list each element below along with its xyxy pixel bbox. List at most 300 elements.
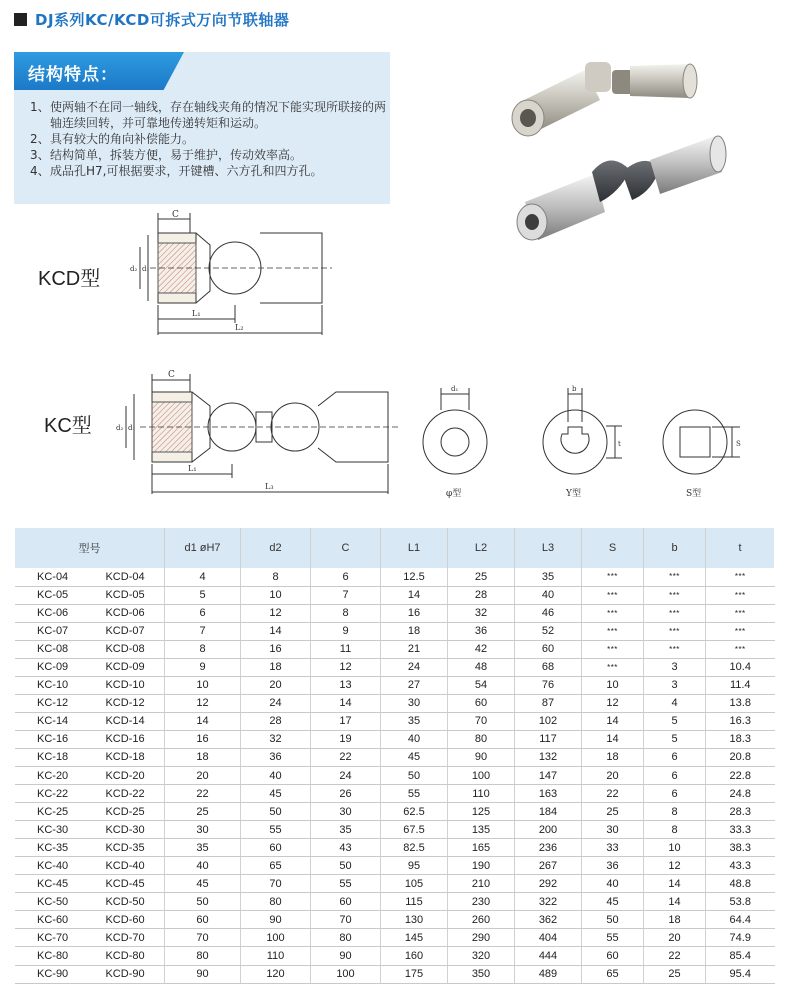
cell-l3: 184 xyxy=(515,803,582,821)
cell-kcd-model: KCD-40 xyxy=(85,857,164,875)
kcd-drawing xyxy=(110,205,340,345)
dim-l1-label: L₁ xyxy=(188,464,197,473)
cell-s: 60 xyxy=(582,947,644,965)
cell-kcd-model: KCD-14 xyxy=(85,712,164,730)
cell-l2: 260 xyxy=(448,911,515,929)
cell-c: 22 xyxy=(311,748,381,766)
cell-l1: 21 xyxy=(381,640,448,658)
cell-kcd-model: KCD-70 xyxy=(85,929,164,947)
feature-number: 3、 xyxy=(30,148,50,162)
table-row xyxy=(15,767,775,785)
cell-t: 43.3 xyxy=(706,857,775,875)
cell-kcd-model: KCD-16 xyxy=(85,730,164,748)
cell-d2: 90 xyxy=(241,911,311,929)
cell-l1: 67.5 xyxy=(381,821,448,839)
cell-l1: 45 xyxy=(381,748,448,766)
cell-t: 10.4 xyxy=(706,658,775,676)
cell-kcd-model: KCD-35 xyxy=(85,839,164,857)
cell-t: 16.3 xyxy=(706,712,775,730)
cell-kcd-model: KCD-07 xyxy=(85,622,164,640)
s-type-label: S型 xyxy=(686,489,702,499)
cell-c: 100 xyxy=(311,965,381,983)
cell-d1: 10 xyxy=(165,676,241,694)
cell-kcd-model: KCD-60 xyxy=(85,911,164,929)
cell-l1: 160 xyxy=(381,947,448,965)
cell-d1: 18 xyxy=(165,748,241,766)
cell-l3: 163 xyxy=(515,785,582,803)
cell-l2: 36 xyxy=(448,622,515,640)
cell-b: *** xyxy=(644,622,706,640)
cell-t: 24.8 xyxy=(706,785,775,803)
cell-c: 14 xyxy=(311,694,381,712)
cell-d1: 25 xyxy=(165,803,241,821)
cell-s: 40 xyxy=(582,875,644,893)
cell-l1: 55 xyxy=(381,785,448,803)
cell-l3: 147 xyxy=(515,767,582,785)
cell-l2: 80 xyxy=(448,730,515,748)
cell-s: 14 xyxy=(582,730,644,748)
feature-number: 1、 xyxy=(30,100,50,114)
cell-d1: 5 xyxy=(165,586,241,604)
cell-d1: 45 xyxy=(165,875,241,893)
cell-l2: 125 xyxy=(448,803,515,821)
cell-b: 18 xyxy=(644,911,706,929)
cell-d1: 12 xyxy=(165,694,241,712)
cell-kcd-model: KCD-10 xyxy=(85,676,164,694)
table-row xyxy=(15,712,775,730)
col-header-d1: d1 øH7 xyxy=(165,528,241,568)
feature-text: 使两轴不在同一轴线，存在轴线夹角的情况下能实现所联接的两轴连续回转，并可靠地传递转矩和运动。 xyxy=(50,100,387,130)
cell-d2: 80 xyxy=(241,893,311,911)
cell-b: 6 xyxy=(644,748,706,766)
cell-l3: 132 xyxy=(515,748,582,766)
cell-l1: 130 xyxy=(381,911,448,929)
feature-item xyxy=(30,99,386,131)
cell-d1: 7 xyxy=(165,622,241,640)
cell-l3: 68 xyxy=(515,658,582,676)
cell-kc-model: KC-08 xyxy=(15,640,85,658)
cell-l2: 32 xyxy=(448,604,515,622)
cell-l3: 236 xyxy=(515,839,582,857)
cell-l1: 50 xyxy=(381,767,448,785)
cell-b: 14 xyxy=(644,893,706,911)
cell-b: 10 xyxy=(644,839,706,857)
cell-c: 43 xyxy=(311,839,381,857)
table-row xyxy=(15,947,775,965)
cell-l3: 404 xyxy=(515,929,582,947)
cell-b: 8 xyxy=(644,803,706,821)
table-row xyxy=(15,730,775,748)
cell-kc-model: KC-16 xyxy=(15,730,85,748)
cell-b: *** xyxy=(644,568,706,586)
table-row xyxy=(15,929,775,947)
cell-kc-model: KC-45 xyxy=(15,875,85,893)
dim-c-label: C xyxy=(172,210,179,220)
kcd-type-label: KCD型 xyxy=(38,268,101,290)
features-list xyxy=(30,99,386,179)
cell-s: 50 xyxy=(582,911,644,929)
cell-c: 55 xyxy=(311,875,381,893)
cell-d2: 65 xyxy=(241,857,311,875)
cell-kcd-model: KCD-18 xyxy=(85,748,164,766)
cell-d1: 4 xyxy=(165,568,241,586)
cell-l2: 60 xyxy=(448,694,515,712)
cell-kcd-model: KCD-04 xyxy=(85,568,164,586)
cell-d2: 60 xyxy=(241,839,311,857)
cell-s: *** xyxy=(582,640,644,658)
cell-kcd-model: KCD-06 xyxy=(85,604,164,622)
feature-text: 具有较大的角向补偿能力。 xyxy=(50,132,195,146)
cell-l3: 117 xyxy=(515,730,582,748)
kc-type-label: KC型 xyxy=(44,415,92,437)
table-row xyxy=(15,748,775,766)
cell-kc-model: KC-40 xyxy=(15,857,85,875)
table-body xyxy=(15,568,775,983)
cell-b: 12 xyxy=(644,857,706,875)
cell-d2: 10 xyxy=(241,586,311,604)
cell-kc-model: KC-05 xyxy=(15,586,85,604)
dim-s-label: S xyxy=(736,440,741,448)
single-joint-photo xyxy=(512,62,697,136)
double-joint-photo xyxy=(517,136,726,240)
col-header-l2: L2 xyxy=(448,528,515,568)
table-row xyxy=(15,694,775,712)
cell-kcd-model: KCD-09 xyxy=(85,658,164,676)
cell-d1: 8 xyxy=(165,640,241,658)
cell-b: *** xyxy=(644,640,706,658)
cell-kc-model: KC-10 xyxy=(15,676,85,694)
cell-d2: 32 xyxy=(241,730,311,748)
cell-kcd-model: KCD-12 xyxy=(85,694,164,712)
title-bullet-icon xyxy=(14,13,27,26)
cell-l1: 175 xyxy=(381,965,448,983)
cell-s: 55 xyxy=(582,929,644,947)
table-row xyxy=(15,640,775,658)
col-header-l1: L1 xyxy=(381,528,448,568)
cell-l3: 40 xyxy=(515,586,582,604)
cell-kc-model: KC-09 xyxy=(15,658,85,676)
cell-l2: 42 xyxy=(448,640,515,658)
feature-item xyxy=(30,147,386,163)
cell-d1: 35 xyxy=(165,839,241,857)
col-header-c: C xyxy=(311,528,381,568)
cell-l2: 190 xyxy=(448,857,515,875)
dim-l3-label: L₃ xyxy=(265,482,274,491)
cell-l3: 60 xyxy=(515,640,582,658)
bore-types-drawing xyxy=(410,380,750,505)
cell-kc-model: KC-80 xyxy=(15,947,85,965)
cell-l3: 46 xyxy=(515,604,582,622)
cell-c: 26 xyxy=(311,785,381,803)
cell-kc-model: KC-06 xyxy=(15,604,85,622)
cell-d1: 9 xyxy=(165,658,241,676)
table-row xyxy=(15,893,775,911)
cell-t: 20.8 xyxy=(706,748,775,766)
cell-l1: 30 xyxy=(381,694,448,712)
cell-b: *** xyxy=(644,604,706,622)
table-row xyxy=(15,676,775,694)
table-row xyxy=(15,803,775,821)
cell-l1: 105 xyxy=(381,875,448,893)
cell-t: *** xyxy=(706,586,775,604)
dim-d2-label: d₂ xyxy=(130,265,138,273)
cell-d2: 20 xyxy=(241,676,311,694)
cell-kcd-model: KCD-08 xyxy=(85,640,164,658)
cell-l1: 24 xyxy=(381,658,448,676)
table-row xyxy=(15,622,775,640)
cell-b: *** xyxy=(644,586,706,604)
cell-b: 3 xyxy=(644,676,706,694)
cell-l2: 28 xyxy=(448,586,515,604)
cell-c: 30 xyxy=(311,803,381,821)
cell-b: 5 xyxy=(644,730,706,748)
dim-d1-label: d₁ xyxy=(451,385,459,393)
cell-c: 8 xyxy=(311,604,381,622)
cell-l3: 76 xyxy=(515,676,582,694)
cell-c: 7 xyxy=(311,586,381,604)
cell-d2: 24 xyxy=(241,694,311,712)
cell-l1: 12.5 xyxy=(381,568,448,586)
cell-b: 22 xyxy=(644,947,706,965)
col-header-d2: d2 xyxy=(241,528,311,568)
cell-s: 65 xyxy=(582,965,644,983)
cell-l2: 320 xyxy=(448,947,515,965)
cell-b: 4 xyxy=(644,694,706,712)
cell-kc-model: KC-50 xyxy=(15,893,85,911)
cell-c: 50 xyxy=(311,857,381,875)
cell-l2: 135 xyxy=(448,821,515,839)
cell-d2: 36 xyxy=(241,748,311,766)
cell-d2: 110 xyxy=(241,947,311,965)
cell-l2: 54 xyxy=(448,676,515,694)
cell-d2: 16 xyxy=(241,640,311,658)
cell-l2: 110 xyxy=(448,785,515,803)
cell-d2: 50 xyxy=(241,803,311,821)
cell-b: 20 xyxy=(644,929,706,947)
cell-l1: 115 xyxy=(381,893,448,911)
cell-t: *** xyxy=(706,640,775,658)
cell-c: 90 xyxy=(311,947,381,965)
cell-d1: 70 xyxy=(165,929,241,947)
cell-kc-model: KC-70 xyxy=(15,929,85,947)
cell-l1: 27 xyxy=(381,676,448,694)
cell-s: 14 xyxy=(582,712,644,730)
cell-l1: 82.5 xyxy=(381,839,448,857)
cell-kc-model: KC-30 xyxy=(15,821,85,839)
cell-l2: 25 xyxy=(448,568,515,586)
cell-b: 6 xyxy=(644,767,706,785)
cell-t: 74.9 xyxy=(706,929,775,947)
cell-c: 13 xyxy=(311,676,381,694)
cell-s: 12 xyxy=(582,694,644,712)
table-row xyxy=(15,604,775,622)
phi-type-label: φ型 xyxy=(446,489,462,499)
cell-d1: 30 xyxy=(165,821,241,839)
cell-l3: 35 xyxy=(515,568,582,586)
dim-d1-label: d₁ xyxy=(142,265,150,273)
cell-l1: 145 xyxy=(381,929,448,947)
col-header-l3: L3 xyxy=(515,528,582,568)
cell-l2: 90 xyxy=(448,748,515,766)
cell-c: 9 xyxy=(311,622,381,640)
cell-s: *** xyxy=(582,658,644,676)
cell-l3: 444 xyxy=(515,947,582,965)
cell-s: 30 xyxy=(582,821,644,839)
feature-item xyxy=(30,163,386,179)
table-header-row xyxy=(15,528,775,568)
cell-d1: 22 xyxy=(165,785,241,803)
cell-d2: 55 xyxy=(241,821,311,839)
table-row xyxy=(15,839,775,857)
cell-t: 18.3 xyxy=(706,730,775,748)
cell-d2: 70 xyxy=(241,875,311,893)
cell-l2: 70 xyxy=(448,712,515,730)
cell-s: 22 xyxy=(582,785,644,803)
dim-c-label: C xyxy=(168,370,175,380)
cell-s: *** xyxy=(582,604,644,622)
cell-l3: 489 xyxy=(515,965,582,983)
cell-kcd-model: KCD-50 xyxy=(85,893,164,911)
cell-s: 20 xyxy=(582,767,644,785)
spec-table xyxy=(15,528,775,984)
cell-b: 8 xyxy=(644,821,706,839)
dim-t-label: t xyxy=(618,440,621,448)
cell-kc-model: KC-14 xyxy=(15,712,85,730)
cell-l2: 165 xyxy=(448,839,515,857)
cell-l1: 35 xyxy=(381,712,448,730)
col-header-model: 型号 xyxy=(15,528,165,568)
cell-kc-model: KC-22 xyxy=(15,785,85,803)
cell-b: 5 xyxy=(644,712,706,730)
cell-l1: 18 xyxy=(381,622,448,640)
cell-kc-model: KC-18 xyxy=(15,748,85,766)
cell-d1: 60 xyxy=(165,911,241,929)
cell-t: 38.3 xyxy=(706,839,775,857)
cell-d1: 20 xyxy=(165,767,241,785)
cell-b: 25 xyxy=(644,965,706,983)
cell-l3: 362 xyxy=(515,911,582,929)
cell-l3: 267 xyxy=(515,857,582,875)
cell-c: 6 xyxy=(311,568,381,586)
cell-kc-model: KC-25 xyxy=(15,803,85,821)
cell-s: 18 xyxy=(582,748,644,766)
cell-kcd-model: KCD-90 xyxy=(85,965,164,983)
cell-d1: 50 xyxy=(165,893,241,911)
dim-b-label: b xyxy=(572,385,577,393)
dim-d2-label: d₂ xyxy=(116,424,124,432)
page-title: DJ系列KC/KCD可拆式万向节联轴器 xyxy=(35,10,290,29)
feature-number: 4、 xyxy=(30,164,50,178)
cell-l3: 52 xyxy=(515,622,582,640)
cell-l1: 95 xyxy=(381,857,448,875)
page-header xyxy=(14,8,289,30)
table-row xyxy=(15,911,775,929)
cell-l3: 200 xyxy=(515,821,582,839)
cell-kc-model: KC-60 xyxy=(15,911,85,929)
cell-kcd-model: KCD-22 xyxy=(85,785,164,803)
cell-s: 36 xyxy=(582,857,644,875)
cell-l1: 14 xyxy=(381,586,448,604)
table-row xyxy=(15,586,775,604)
cell-kc-model: KC-35 xyxy=(15,839,85,857)
cell-d2: 14 xyxy=(241,622,311,640)
cell-kc-model: KC-12 xyxy=(15,694,85,712)
cell-kc-model: KC-20 xyxy=(15,767,85,785)
cell-kc-model: KC-90 xyxy=(15,965,85,983)
table-row xyxy=(15,658,775,676)
cell-kcd-model: KCD-20 xyxy=(85,767,164,785)
feature-text: 成品孔H7,可根据要求，开键槽、六方孔和四方孔。 xyxy=(50,164,323,178)
cell-t: 53.8 xyxy=(706,893,775,911)
table-row xyxy=(15,965,775,983)
cell-t: *** xyxy=(706,568,775,586)
cell-b: 3 xyxy=(644,658,706,676)
cell-c: 19 xyxy=(311,730,381,748)
product-photo xyxy=(500,52,730,262)
cell-d2: 28 xyxy=(241,712,311,730)
table-row xyxy=(15,875,775,893)
cell-l2: 350 xyxy=(448,965,515,983)
cell-s: 25 xyxy=(582,803,644,821)
y-type-label: Y型 xyxy=(566,489,581,499)
table-row xyxy=(15,568,775,586)
cell-l3: 87 xyxy=(515,694,582,712)
cell-d2: 18 xyxy=(241,658,311,676)
cell-b: 6 xyxy=(644,785,706,803)
cell-t: 11.4 xyxy=(706,676,775,694)
cell-t: *** xyxy=(706,604,775,622)
cell-s: *** xyxy=(582,568,644,586)
cell-s: *** xyxy=(582,622,644,640)
dim-l1-label: L₁ xyxy=(192,309,201,318)
cell-l2: 100 xyxy=(448,767,515,785)
cell-t: 22.8 xyxy=(706,767,775,785)
cell-s: *** xyxy=(582,586,644,604)
cell-t: 95.4 xyxy=(706,965,775,983)
cell-l2: 230 xyxy=(448,893,515,911)
cell-c: 17 xyxy=(311,712,381,730)
cell-l1: 16 xyxy=(381,604,448,622)
cell-kcd-model: KCD-80 xyxy=(85,947,164,965)
cell-d1: 16 xyxy=(165,730,241,748)
cell-d1: 14 xyxy=(165,712,241,730)
cell-c: 35 xyxy=(311,821,381,839)
cell-d1: 80 xyxy=(165,947,241,965)
cell-t: 13.8 xyxy=(706,694,775,712)
col-header-s: S xyxy=(582,528,644,568)
cell-kcd-model: KCD-45 xyxy=(85,875,164,893)
cell-c: 60 xyxy=(311,893,381,911)
cell-s: 45 xyxy=(582,893,644,911)
table-row xyxy=(15,821,775,839)
cell-c: 24 xyxy=(311,767,381,785)
cell-c: 11 xyxy=(311,640,381,658)
col-header-t: t xyxy=(706,528,775,568)
cell-d2: 120 xyxy=(241,965,311,983)
cell-l3: 322 xyxy=(515,893,582,911)
cell-t: 33.3 xyxy=(706,821,775,839)
cell-s: 33 xyxy=(582,839,644,857)
cell-t: 64.4 xyxy=(706,911,775,929)
cell-l3: 102 xyxy=(515,712,582,730)
cell-d1: 90 xyxy=(165,965,241,983)
cell-l1: 40 xyxy=(381,730,448,748)
cell-l1: 62.5 xyxy=(381,803,448,821)
features-heading: 结构特点： xyxy=(28,65,118,85)
cell-t: 28.3 xyxy=(706,803,775,821)
cell-t: *** xyxy=(706,622,775,640)
cell-kcd-model: KCD-05 xyxy=(85,586,164,604)
